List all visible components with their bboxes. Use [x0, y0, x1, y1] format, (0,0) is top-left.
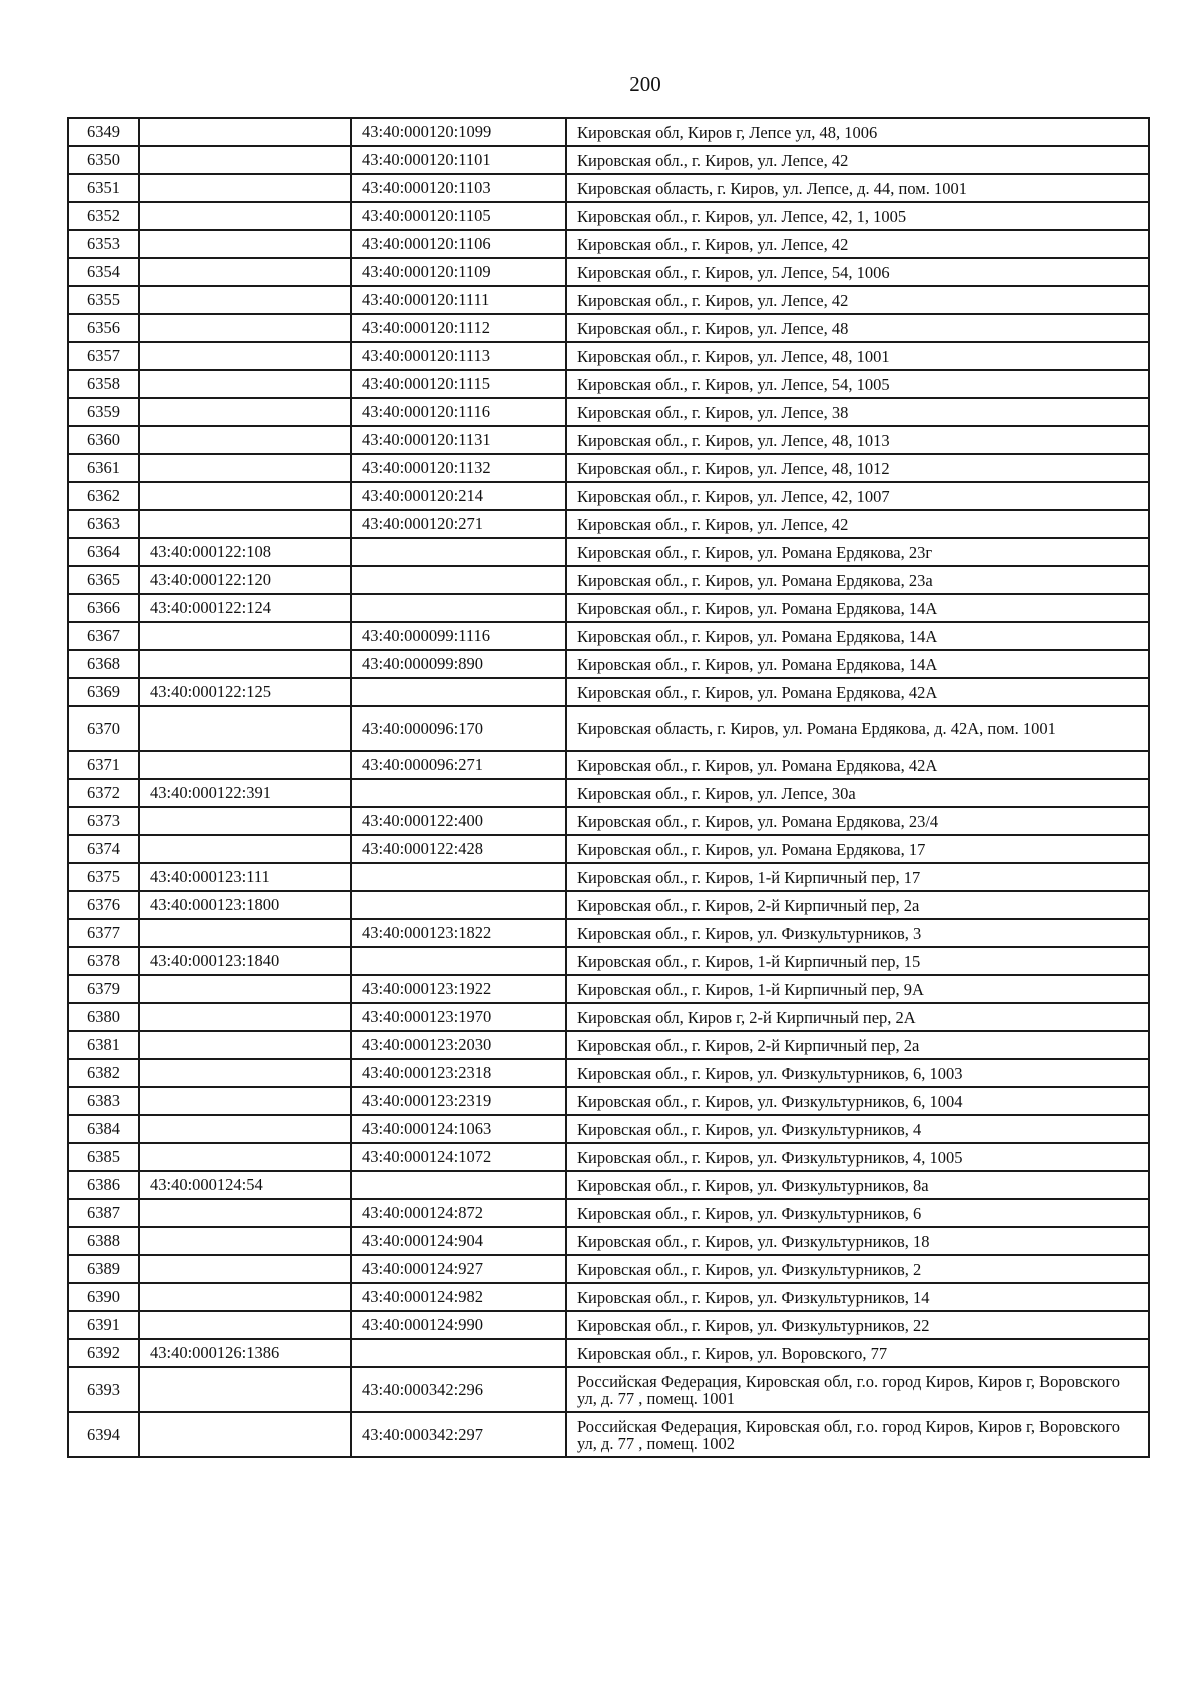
row-number-cell: 6366	[68, 594, 139, 622]
building-cadastral-number-cell: 43:40:000120:1111	[351, 286, 566, 314]
table-row	[68, 594, 1149, 622]
building-cadastral-number-cell: 43:40:000099:890	[351, 650, 566, 678]
building-cadastral-number-cell	[351, 863, 566, 891]
land-cadastral-number-cell	[139, 706, 351, 751]
land-cadastral-number-cell: 43:40:000123:1800	[139, 891, 351, 919]
address-cell: Кировская обл., г. Киров, ул. Лепсе, 42	[566, 230, 1149, 258]
row-number-cell: 6383	[68, 1087, 139, 1115]
building-cadastral-number-cell: 43:40:000124:990	[351, 1311, 566, 1339]
table-row	[68, 286, 1149, 314]
land-cadastral-number-cell	[139, 1003, 351, 1031]
building-cadastral-number-cell: 43:40:000123:2030	[351, 1031, 566, 1059]
table-row	[68, 1143, 1149, 1171]
land-cadastral-number-cell	[139, 1367, 351, 1412]
row-number-cell: 6364	[68, 538, 139, 566]
address-cell: Кировская обл., г. Киров, ул. Романа Ердякова, 23/4	[566, 807, 1149, 835]
address-cell: Кировская обл., г. Киров, ул. Физкультурников, 2	[566, 1255, 1149, 1283]
table-row	[68, 1227, 1149, 1255]
table-row	[68, 342, 1149, 370]
building-cadastral-number-cell	[351, 1339, 566, 1367]
address-cell: Кировская обл., г. Киров, ул. Лепсе, 42	[566, 286, 1149, 314]
building-cadastral-number-cell: 43:40:000122:428	[351, 835, 566, 863]
address-cell: Кировская область, г. Киров, ул. Лепсе, д. 44, пом. 1001	[566, 174, 1149, 202]
table-row	[68, 566, 1149, 594]
land-cadastral-number-cell	[139, 835, 351, 863]
row-number-cell: 6349	[68, 118, 139, 146]
address-cell: Кировская обл., г. Киров, ул. Физкультурников, 4	[566, 1115, 1149, 1143]
table-row	[68, 1255, 1149, 1283]
table-row	[68, 1367, 1149, 1412]
building-cadastral-number-cell: 43:40:000124:904	[351, 1227, 566, 1255]
address-cell: Кировская обл., г. Киров, 1-й Кирпичный пер, 9А	[566, 975, 1149, 1003]
land-cadastral-number-cell	[139, 975, 351, 1003]
building-cadastral-number-cell	[351, 891, 566, 919]
address-cell: Кировская обл., г. Киров, ул. Физкультурников, 14	[566, 1283, 1149, 1311]
table-row	[68, 118, 1149, 146]
table-row	[68, 1412, 1149, 1457]
land-cadastral-number-cell	[139, 1227, 351, 1255]
address-cell: Кировская обл., г. Киров, ул. Романа Ердякова, 23а	[566, 566, 1149, 594]
table-row	[68, 891, 1149, 919]
building-cadastral-number-cell: 43:40:000124:1063	[351, 1115, 566, 1143]
row-number-cell: 6372	[68, 779, 139, 807]
table-row	[68, 678, 1149, 706]
address-cell: Кировская обл., г. Киров, ул. Воровского, 77	[566, 1339, 1149, 1367]
land-cadastral-number-cell	[139, 1199, 351, 1227]
building-cadastral-number-cell: 43:40:000120:1103	[351, 174, 566, 202]
building-cadastral-number-cell: 43:40:000120:1099	[351, 118, 566, 146]
building-cadastral-number-cell: 43:40:000120:1113	[351, 342, 566, 370]
row-number-cell: 6368	[68, 650, 139, 678]
table-row	[68, 1031, 1149, 1059]
address-cell: Кировская обл., г. Киров, ул. Лепсе, 48, 1012	[566, 454, 1149, 482]
land-cadastral-number-cell	[139, 482, 351, 510]
address-cell: Кировская обл., г. Киров, ул. Романа Ердякова, 42А	[566, 751, 1149, 779]
building-cadastral-number-cell: 43:40:000124:927	[351, 1255, 566, 1283]
row-number-cell: 6387	[68, 1199, 139, 1227]
address-cell: Кировская обл., г. Киров, ул. Лепсе, 42, 1, 1005	[566, 202, 1149, 230]
table-row	[68, 779, 1149, 807]
address-cell: Кировская обл., г. Киров, 1-й Кирпичный пер, 17	[566, 863, 1149, 891]
table-row	[68, 426, 1149, 454]
land-cadastral-number-cell: 43:40:000122:120	[139, 566, 351, 594]
address-cell: Кировская обл., г. Киров, ул. Лепсе, 38	[566, 398, 1149, 426]
land-cadastral-number-cell	[139, 1115, 351, 1143]
table-body	[68, 118, 1149, 1457]
address-cell: Кировская обл., г. Киров, ул. Лепсе, 48, 1001	[566, 342, 1149, 370]
land-cadastral-number-cell	[139, 398, 351, 426]
building-cadastral-number-cell: 43:40:000120:1101	[351, 146, 566, 174]
table-row	[68, 1199, 1149, 1227]
building-cadastral-number-cell: 43:40:000120:1115	[351, 370, 566, 398]
address-cell: Кировская обл., г. Киров, ул. Физкультурников, 6	[566, 1199, 1149, 1227]
row-number-cell: 6392	[68, 1339, 139, 1367]
address-cell: Российская Федерация, Кировская обл, г.о. город Киров, Киров г, Воровского ул, д. 77 , помещ. 1002	[566, 1412, 1149, 1457]
address-cell: Кировская обл., г. Киров, ул. Лепсе, 54, 1006	[566, 258, 1149, 286]
row-number-cell: 6358	[68, 370, 139, 398]
table-row	[68, 258, 1149, 286]
address-cell: Кировская обл., г. Киров, ул. Романа Ердякова, 14А	[566, 622, 1149, 650]
table-row	[68, 230, 1149, 258]
building-cadastral-number-cell	[351, 594, 566, 622]
table-row	[68, 1339, 1149, 1367]
address-cell: Кировская обл., г. Киров, ул. Романа Ердякова, 17	[566, 835, 1149, 863]
row-number-cell: 6379	[68, 975, 139, 1003]
building-cadastral-number-cell: 43:40:000123:2319	[351, 1087, 566, 1115]
address-cell: Российская Федерация, Кировская обл, г.о. город Киров, Киров г, Воровского ул, д. 77 , помещ. 1001	[566, 1367, 1149, 1412]
row-number-cell: 6365	[68, 566, 139, 594]
address-cell: Кировская обл., г. Киров, ул. Физкультурников, 6, 1004	[566, 1087, 1149, 1115]
land-cadastral-number-cell	[139, 286, 351, 314]
land-cadastral-number-cell	[139, 454, 351, 482]
address-cell: Кировская обл., г. Киров, 1-й Кирпичный пер, 15	[566, 947, 1149, 975]
row-number-cell: 6378	[68, 947, 139, 975]
building-cadastral-number-cell: 43:40:000124:982	[351, 1283, 566, 1311]
row-number-cell: 6376	[68, 891, 139, 919]
cadastral-table	[67, 117, 1150, 1458]
address-cell: Кировская обл., г. Киров, ул. Физкультурников, 18	[566, 1227, 1149, 1255]
address-cell: Кировская обл., г. Киров, ул. Лепсе, 54, 1005	[566, 370, 1149, 398]
address-cell: Кировская область, г. Киров, ул. Романа Ердякова, д. 42А, пом. 1001	[566, 706, 1149, 751]
row-number-cell: 6371	[68, 751, 139, 779]
address-cell: Кировская обл., г. Киров, ул. Лепсе, 42, 1007	[566, 482, 1149, 510]
row-number-cell: 6393	[68, 1367, 139, 1412]
address-cell: Кировская обл., г. Киров, 2-й Кирпичный пер, 2а	[566, 891, 1149, 919]
table-row	[68, 1087, 1149, 1115]
land-cadastral-number-cell	[139, 510, 351, 538]
address-cell: Кировская обл., г. Киров, ул. Романа Ердякова, 14А	[566, 594, 1149, 622]
address-cell: Кировская обл., г. Киров, ул. Романа Ердякова, 42А	[566, 678, 1149, 706]
land-cadastral-number-cell	[139, 1059, 351, 1087]
building-cadastral-number-cell: 43:40:000120:1106	[351, 230, 566, 258]
row-number-cell: 6353	[68, 230, 139, 258]
address-cell: Кировская обл., г. Киров, ул. Лепсе, 48, 1013	[566, 426, 1149, 454]
land-cadastral-number-cell	[139, 1143, 351, 1171]
row-number-cell: 6355	[68, 286, 139, 314]
table-row	[68, 706, 1149, 751]
building-cadastral-number-cell: 43:40:000123:1822	[351, 919, 566, 947]
land-cadastral-number-cell	[139, 426, 351, 454]
building-cadastral-number-cell: 43:40:000122:400	[351, 807, 566, 835]
table-row	[68, 314, 1149, 342]
land-cadastral-number-cell	[139, 1087, 351, 1115]
land-cadastral-number-cell: 43:40:000123:1840	[139, 947, 351, 975]
building-cadastral-number-cell: 43:40:000123:2318	[351, 1059, 566, 1087]
building-cadastral-number-cell: 43:40:000120:271	[351, 510, 566, 538]
address-cell: Кировская обл., г. Киров, ул. Лепсе, 42	[566, 146, 1149, 174]
land-cadastral-number-cell	[139, 1311, 351, 1339]
land-cadastral-number-cell	[139, 807, 351, 835]
table-row	[68, 863, 1149, 891]
land-cadastral-number-cell	[139, 146, 351, 174]
row-number-cell: 6394	[68, 1412, 139, 1457]
land-cadastral-number-cell	[139, 751, 351, 779]
table-row	[68, 975, 1149, 1003]
land-cadastral-number-cell	[139, 230, 351, 258]
address-cell: Кировская обл., г. Киров, ул. Лепсе, 42	[566, 510, 1149, 538]
page-number: 200	[629, 72, 661, 96]
row-number-cell: 6359	[68, 398, 139, 426]
table-row	[68, 1283, 1149, 1311]
address-cell: Кировская обл., г. Киров, ул. Лепсе, 30а	[566, 779, 1149, 807]
row-number-cell: 6360	[68, 426, 139, 454]
land-cadastral-number-cell: 43:40:000124:54	[139, 1171, 351, 1199]
building-cadastral-number-cell: 43:40:000096:170	[351, 706, 566, 751]
row-number-cell: 6389	[68, 1255, 139, 1283]
row-number-cell: 6357	[68, 342, 139, 370]
building-cadastral-number-cell: 43:40:000120:1132	[351, 454, 566, 482]
table-row	[68, 1311, 1149, 1339]
table-row	[68, 835, 1149, 863]
building-cadastral-number-cell	[351, 678, 566, 706]
row-number-cell: 6381	[68, 1031, 139, 1059]
address-cell: Кировская обл., г. Киров, ул. Лепсе, 48	[566, 314, 1149, 342]
row-number-cell: 6369	[68, 678, 139, 706]
land-cadastral-number-cell	[139, 1255, 351, 1283]
building-cadastral-number-cell	[351, 566, 566, 594]
address-cell: Кировская обл., г. Киров, ул. Физкультурников, 3	[566, 919, 1149, 947]
land-cadastral-number-cell: 43:40:000123:111	[139, 863, 351, 891]
row-number-cell: 6350	[68, 146, 139, 174]
building-cadastral-number-cell: 43:40:000120:1131	[351, 426, 566, 454]
row-number-cell: 6384	[68, 1115, 139, 1143]
row-number-cell: 6356	[68, 314, 139, 342]
land-cadastral-number-cell: 43:40:000122:125	[139, 678, 351, 706]
land-cadastral-number-cell	[139, 202, 351, 230]
land-cadastral-number-cell	[139, 174, 351, 202]
row-number-cell: 6388	[68, 1227, 139, 1255]
row-number-cell: 6352	[68, 202, 139, 230]
row-number-cell: 6385	[68, 1143, 139, 1171]
row-number-cell: 6363	[68, 510, 139, 538]
table-row	[68, 1059, 1149, 1087]
building-cadastral-number-cell: 43:40:000120:214	[351, 482, 566, 510]
row-number-cell: 6367	[68, 622, 139, 650]
table-row	[68, 1171, 1149, 1199]
building-cadastral-number-cell: 43:40:000096:271	[351, 751, 566, 779]
table-row	[68, 650, 1149, 678]
land-cadastral-number-cell	[139, 314, 351, 342]
row-number-cell: 6362	[68, 482, 139, 510]
row-number-cell: 6361	[68, 454, 139, 482]
address-cell: Кировская обл., г. Киров, ул. Физкультурников, 22	[566, 1311, 1149, 1339]
land-cadastral-number-cell	[139, 919, 351, 947]
building-cadastral-number-cell	[351, 1171, 566, 1199]
land-cadastral-number-cell	[139, 1412, 351, 1457]
row-number-cell: 6382	[68, 1059, 139, 1087]
land-cadastral-number-cell: 43:40:000126:1386	[139, 1339, 351, 1367]
building-cadastral-number-cell: 43:40:000124:1072	[351, 1143, 566, 1171]
table-row	[68, 482, 1149, 510]
land-cadastral-number-cell	[139, 622, 351, 650]
row-number-cell: 6390	[68, 1283, 139, 1311]
building-cadastral-number-cell: 43:40:000099:1116	[351, 622, 566, 650]
row-number-cell: 6373	[68, 807, 139, 835]
table-row	[68, 398, 1149, 426]
building-cadastral-number-cell: 43:40:000120:1105	[351, 202, 566, 230]
land-cadastral-number-cell: 43:40:000122:391	[139, 779, 351, 807]
building-cadastral-number-cell	[351, 538, 566, 566]
table-row	[68, 919, 1149, 947]
row-number-cell: 6380	[68, 1003, 139, 1031]
table-row	[68, 538, 1149, 566]
row-number-cell: 6370	[68, 706, 139, 751]
address-cell: Кировская обл., г. Киров, 2-й Кирпичный пер, 2а	[566, 1031, 1149, 1059]
building-cadastral-number-cell: 43:40:000120:1112	[351, 314, 566, 342]
building-cadastral-number-cell: 43:40:000342:296	[351, 1367, 566, 1412]
table-row	[68, 370, 1149, 398]
address-cell: Кировская обл, Киров г, 2-й Кирпичный пер, 2А	[566, 1003, 1149, 1031]
table-row	[68, 454, 1149, 482]
table-row	[68, 751, 1149, 779]
address-cell: Кировская обл., г. Киров, ул. Физкультурников, 6, 1003	[566, 1059, 1149, 1087]
address-cell: Кировская обл., г. Киров, ул. Физкультурников, 8а	[566, 1171, 1149, 1199]
land-cadastral-number-cell	[139, 118, 351, 146]
address-cell: Кировская обл., г. Киров, ул. Романа Ердякова, 14А	[566, 650, 1149, 678]
address-cell: Кировская обл., г. Киров, ул. Романа Ердякова, 23г	[566, 538, 1149, 566]
table-row	[68, 510, 1149, 538]
building-cadastral-number-cell	[351, 947, 566, 975]
row-number-cell: 6351	[68, 174, 139, 202]
building-cadastral-number-cell: 43:40:000123:1922	[351, 975, 566, 1003]
land-cadastral-number-cell	[139, 258, 351, 286]
land-cadastral-number-cell	[139, 342, 351, 370]
table-row	[68, 146, 1149, 174]
table-row	[68, 1115, 1149, 1143]
land-cadastral-number-cell	[139, 370, 351, 398]
table-row	[68, 807, 1149, 835]
row-number-cell: 6354	[68, 258, 139, 286]
row-number-cell: 6391	[68, 1311, 139, 1339]
row-number-cell: 6377	[68, 919, 139, 947]
building-cadastral-number-cell: 43:40:000120:1109	[351, 258, 566, 286]
building-cadastral-number-cell	[351, 779, 566, 807]
building-cadastral-number-cell: 43:40:000342:297	[351, 1412, 566, 1457]
building-cadastral-number-cell: 43:40:000123:1970	[351, 1003, 566, 1031]
land-cadastral-number-cell: 43:40:000122:124	[139, 594, 351, 622]
building-cadastral-number-cell: 43:40:000120:1116	[351, 398, 566, 426]
row-number-cell: 6386	[68, 1171, 139, 1199]
land-cadastral-number-cell	[139, 650, 351, 678]
building-cadastral-number-cell: 43:40:000124:872	[351, 1199, 566, 1227]
address-cell: Кировская обл, Киров г, Лепсе ул, 48, 1006	[566, 118, 1149, 146]
land-cadastral-number-cell: 43:40:000122:108	[139, 538, 351, 566]
land-cadastral-number-cell	[139, 1031, 351, 1059]
table-row	[68, 947, 1149, 975]
land-cadastral-number-cell	[139, 1283, 351, 1311]
table-row	[68, 1003, 1149, 1031]
table-row	[68, 622, 1149, 650]
address-cell: Кировская обл., г. Киров, ул. Физкультурников, 4, 1005	[566, 1143, 1149, 1171]
table-row	[68, 174, 1149, 202]
row-number-cell: 6375	[68, 863, 139, 891]
table-row	[68, 202, 1149, 230]
row-number-cell: 6374	[68, 835, 139, 863]
